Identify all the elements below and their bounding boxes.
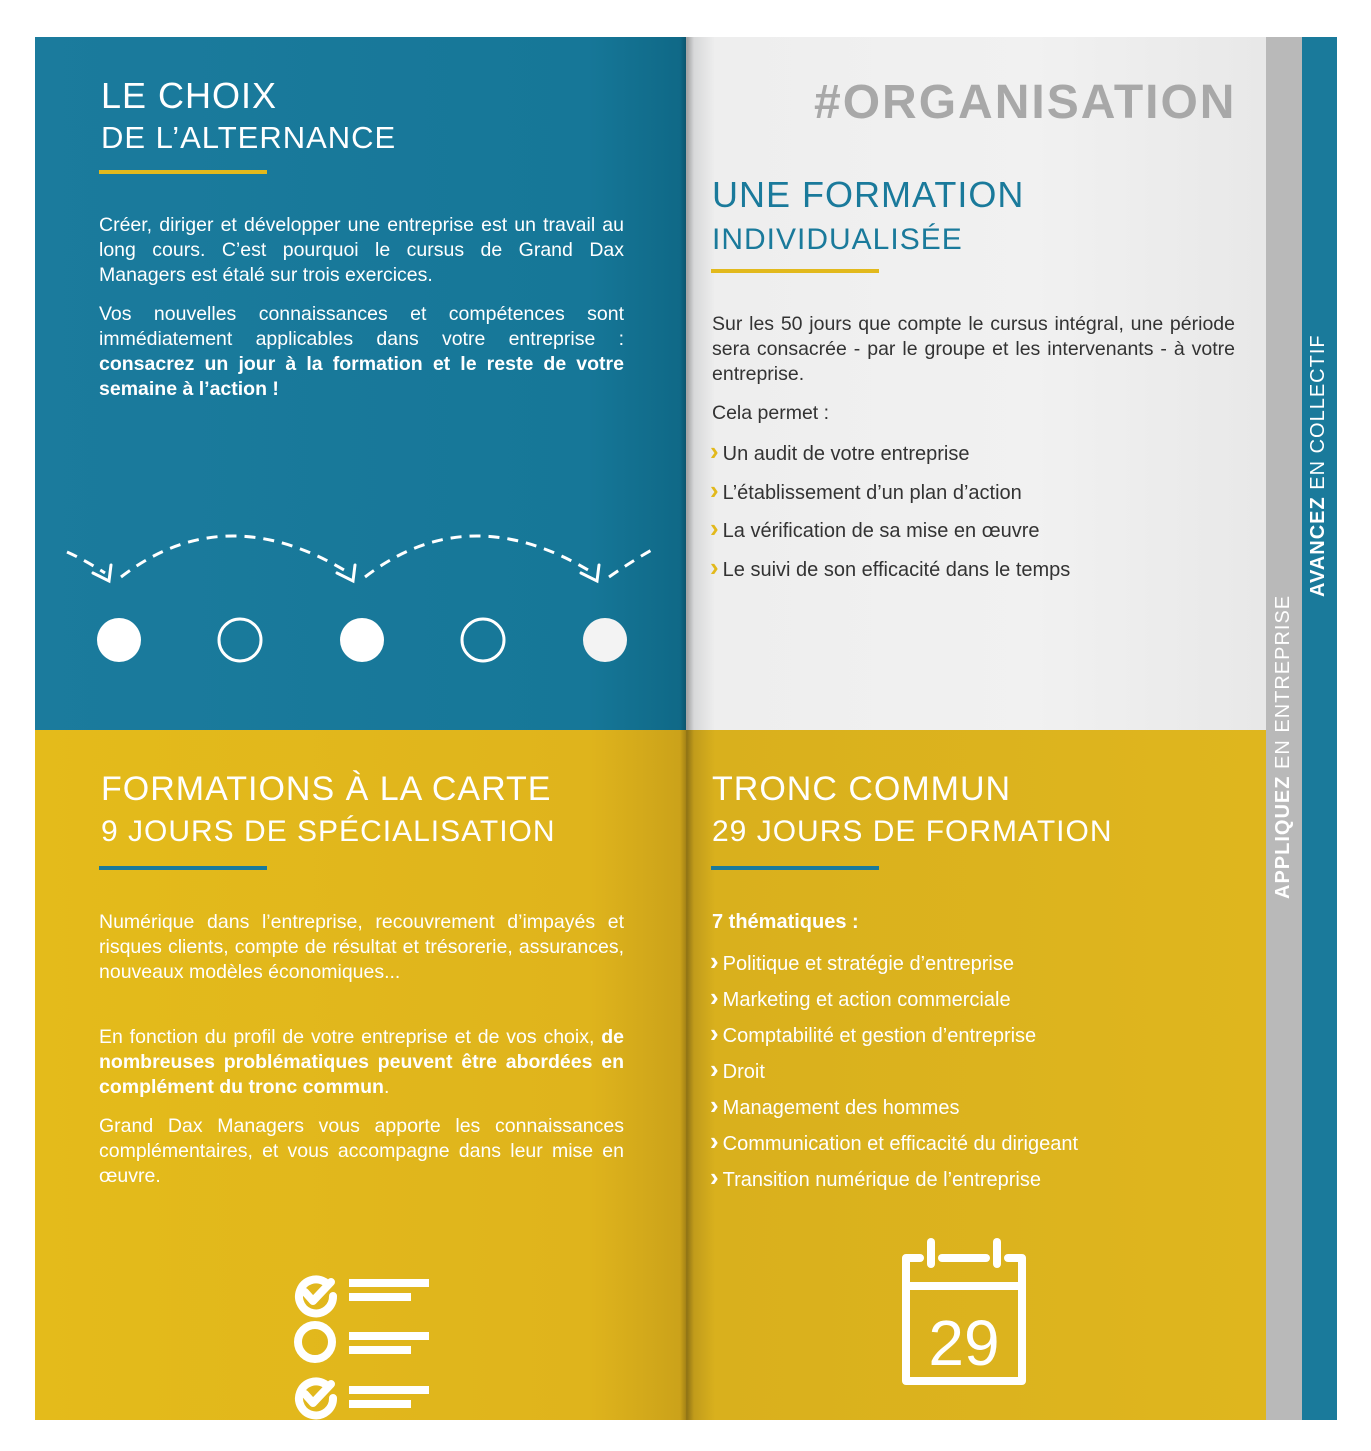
side-tab-blue-label	[1307, 334, 1330, 597]
individualisee-bullet-item	[710, 551, 1071, 583]
chevron-right-icon: ›	[710, 1126, 719, 1156]
individualisee-intro: Cela permet :	[712, 402, 830, 424]
timeline-dot-1	[97, 618, 141, 662]
tronc-theme-item	[710, 1126, 1079, 1157]
individualisee-title-line1: UNE FORMATION	[712, 174, 1025, 215]
side-tab-blue	[1302, 37, 1337, 1420]
tronc-theme-item	[710, 1054, 765, 1085]
carte-title-line1: FORMATIONS À LA CARTE	[101, 770, 552, 808]
tronc-title-line2: 29 JOURS DE FORMATION	[712, 815, 1113, 848]
chevron-right-icon: ›	[710, 513, 719, 543]
individualisee-bullet-item	[710, 513, 1040, 544]
individualisee-title-line2: INDIVIDUALISÉE	[712, 223, 963, 256]
chevron-right-icon: ›	[710, 1018, 719, 1048]
carte-paragraph-2-text: En fonction du profil de votre entreprise et de vos choix,	[99, 1026, 595, 1048]
right-bottom-panel	[686, 730, 1266, 1420]
timeline-dot-3	[340, 618, 384, 662]
calendar-number: 29	[928, 1307, 1000, 1379]
tronc-title-rule	[711, 866, 879, 870]
individualisee-bullet-item	[710, 474, 1022, 506]
individualisee-bullet-text: Un audit de votre entreprise	[722, 443, 970, 465]
carte-paragraph-2-bold: de nombreuses problématiques peuvent être abordées en complément du tronc commun	[99, 1026, 625, 1098]
chevron-right-icon: ›	[710, 946, 719, 976]
brochure-spread	[35, 37, 1337, 1420]
chevron-right-icon: ›	[710, 551, 719, 582]
alternance-title-rule	[99, 170, 267, 174]
side-tab-gray	[1266, 37, 1302, 1420]
tronc-themes-heading: 7 thématiques :	[712, 911, 859, 933]
carte-title-line2: 9 JOURS DE SPÉCIALISATION	[101, 815, 556, 848]
carte-title-rule	[99, 866, 267, 870]
tronc-theme-text: Droit	[722, 1061, 765, 1083]
tronc-theme-text: Comptabilité et gestion d’entreprise	[722, 1025, 1037, 1047]
chevron-right-icon: ›	[710, 1162, 719, 1192]
side-tab-gray-rest: EN ENTREPRISE	[1272, 594, 1294, 776]
chevron-right-icon: ›	[710, 1054, 719, 1084]
carte-paragraph-1: Numérique dans l’entreprise, recouvrement d’impayés et risques clients, compte de résultat et trésorerie, assurances, nouveaux modèles économiques...	[99, 911, 624, 983]
alternance-paragraph-2-text: Vos nouvelles connaissances et compétences sont immédiatement applicables dans votre entreprise :	[99, 303, 624, 350]
side-tab-blue-bold: AVANCEZ	[1307, 496, 1329, 597]
carte-paragraph-2-end: .	[383, 1076, 390, 1098]
timeline-dot-2	[219, 619, 261, 661]
left-bottom-panel	[35, 730, 686, 1420]
organisation-hashtag: #ORGANISATION	[814, 76, 1237, 129]
chevron-right-icon: ›	[710, 436, 719, 466]
alternance-paragraph-2	[99, 302, 624, 402]
individualisee-paragraph-1: Sur les 50 jours que compte le cursus intégral, une période sera consacrée - par le groupe et les intervenants - à votre entreprise.	[712, 313, 1235, 385]
chevron-right-icon: ›	[710, 982, 719, 1012]
tronc-theme-item	[710, 1018, 1037, 1049]
tronc-theme-text: Marketing et action commerciale	[722, 989, 1011, 1011]
calendar-icon	[894, 1238, 1036, 1388]
side-tab-gray-bold: APPLIQUEZ	[1272, 775, 1294, 899]
timeline-dot-4	[462, 619, 504, 661]
individualisee-bullet-item	[710, 436, 970, 467]
alternance-paragraph-2-bold: consacrez un jour à la formation et le reste de votre semaine à l’action !	[99, 353, 624, 400]
tronc-theme-item	[710, 1162, 1041, 1193]
alternance-timeline-icon	[35, 507, 686, 707]
carte-paragraph-3: Grand Dax Managers vous apporte les connaissances complémentaires, et vous accompagne dans leur mise en œuvre.	[99, 1115, 624, 1187]
side-tab-blue-rest: EN COLLECTIF	[1307, 334, 1329, 497]
tronc-theme-item	[710, 982, 1011, 1013]
individualisee-bullet-text: Le suivi de son efficacité dans le temps	[722, 558, 1071, 581]
tronc-theme-item	[710, 946, 1014, 977]
side-tab-gray-label	[1272, 595, 1295, 899]
tronc-title-line1: TRONC COMMUN	[712, 770, 1012, 808]
chevron-right-icon: ›	[710, 474, 719, 505]
alternance-title-line2: DE L’ALTERNANCE	[101, 120, 397, 155]
individualisee-bullet-text: La vérification de sa mise en œuvre	[722, 520, 1040, 542]
tronc-theme-text: Communication et efficacité du dirigeant	[722, 1133, 1079, 1155]
tronc-theme-text: Management des hommes	[722, 1097, 960, 1119]
alternance-paragraph-1: Créer, diriger et développer une entreprise est un travail au long cours. C’est pourquoi le cursus de Grand Dax Managers est étalé sur trois exercices.	[99, 214, 624, 286]
alternance-title-line1: LE CHOIX	[101, 75, 278, 116]
left-top-panel	[35, 37, 686, 730]
chevron-right-icon: ›	[710, 1090, 719, 1120]
individualisee-title-rule	[711, 269, 879, 273]
carte-paragraph-2	[99, 1025, 624, 1100]
checklist-icon	[285, 1260, 435, 1420]
timeline-dot-5	[583, 618, 627, 662]
individualisee-bullet-text: L’établissement d’un plan d’action	[722, 481, 1022, 504]
tronc-theme-item	[710, 1090, 960, 1121]
tronc-theme-text: Politique et stratégie d’entreprise	[722, 953, 1014, 975]
right-top-panel	[686, 37, 1266, 730]
tronc-theme-text: Transition numérique de l’entreprise	[722, 1169, 1041, 1191]
brochure-spine-shadow	[680, 37, 694, 1420]
